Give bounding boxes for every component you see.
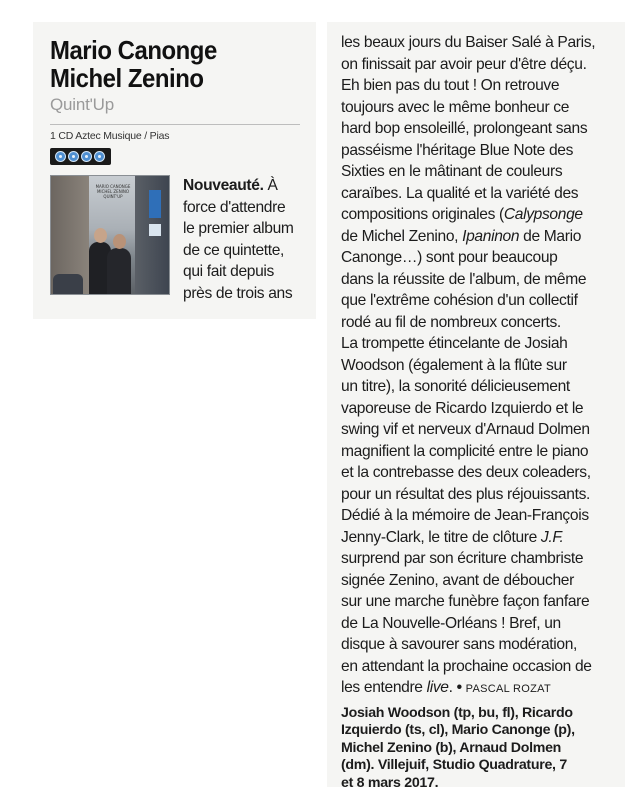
rating-dot-icon [94, 151, 105, 162]
bullet-icon: • [457, 679, 462, 696]
album-title: Quint'Up [50, 94, 304, 116]
credits-line: (dm). Villejuif, Studio Quadrature, 7 [341, 757, 617, 775]
body-line: Woodson (également à la flûte sur [341, 355, 617, 377]
credits-line: et 8 mars 2017. [341, 775, 617, 792]
body-line: Dédié à la mémoire de Jean-François [341, 505, 617, 527]
body-line: surprend par son écriture chambriste [341, 548, 617, 570]
lead-line: À [264, 177, 278, 194]
body-line: Canonge…) sont pour beaucoup [341, 247, 617, 269]
artist-name-2: Michel Zenino [50, 64, 284, 92]
credits-line: Michel Zenino (b), Arnaud Dolmen [341, 740, 617, 758]
body-line: pour un résultat des plus réjouissants. [341, 484, 617, 506]
cover-text: MARIO CANONGE MICHEL ZENINO QUINT'UP [95, 184, 131, 199]
credits-block [341, 705, 617, 792]
body-line: passéisme l'héritage Blue Note des [341, 140, 617, 162]
body-line: on finissait par avoir peur d'être déçu. [341, 54, 617, 76]
rating-dot-icon [55, 151, 66, 162]
body-line: dans la réussite de l'album, de même [341, 269, 617, 291]
kicker: Nouveauté. [183, 177, 264, 194]
lead-line: qui fait depuis [183, 261, 323, 283]
lead-line: près de trois ans [183, 283, 323, 305]
album-cover-image [50, 175, 170, 295]
body-line: un titre), la sonorité délicieusement [341, 376, 617, 398]
body-line: les beaux jours du Baiser Salé à Paris, [341, 32, 617, 54]
review-body-text [341, 32, 617, 701]
lead-line: le premier album [183, 218, 323, 240]
lead-line: force d'attendre [183, 197, 323, 219]
body-line: de Michel Zenino, Ipaninon de Mario [341, 226, 617, 248]
body-line: signée Zenino, avant de déboucher [341, 570, 617, 592]
body-line: caraïbes. La qualité et la variété des [341, 183, 617, 205]
header-divider [50, 124, 300, 125]
body-line: Eh bien pas du tout ! On retrouve [341, 75, 617, 97]
record-label: 1 CD Aztec Musique / Pias [50, 130, 304, 142]
artist-name-1: Mario Canonge [50, 36, 284, 64]
lead-section [50, 175, 304, 304]
author-signature: PASCAL ROZAT [466, 683, 551, 695]
body-line: de La Nouvelle-Orléans ! Bref, un [341, 613, 617, 635]
body-line: que l'extrême cohésion d'un collectif [341, 290, 617, 312]
body-line: les entendre live. • PASCAL ROZAT [341, 677, 617, 701]
body-line: Jenny-Clark, le titre de clôture J.F. [341, 527, 617, 549]
body-line: disque à savourer sans modération, [341, 634, 617, 656]
review-header-panel [33, 22, 316, 319]
body-line: et la contrebasse des deux coleaders, [341, 462, 617, 484]
body-line: hard bop ensoleillé, prolongeant sans [341, 118, 617, 140]
body-line: vaporeuse de Ricardo Izquierdo et le [341, 398, 617, 420]
body-line: La trompette étincelante de Josiah [341, 333, 617, 355]
credits-line: Izquierdo (ts, cl), Mario Canonge (p), [341, 722, 617, 740]
body-line: rodé au fil de nombreux concerts. [341, 312, 617, 334]
review-lead-text [183, 175, 323, 304]
body-line: compositions originales (Calypsonge [341, 204, 617, 226]
rating-dot-icon [81, 151, 92, 162]
body-line: en attendant la prochaine occasion de [341, 656, 617, 678]
body-line: swing vif et nerveux d'Arnaud Dolmen [341, 419, 617, 441]
rating-dot-icon [68, 151, 79, 162]
body-line: sur une marche funèbre façon fanfare [341, 591, 617, 613]
review-body-panel [327, 22, 625, 787]
credits-line: Josiah Woodson (tp, bu, fl), Ricardo [341, 705, 617, 723]
lead-line: de ce quintette, [183, 240, 323, 262]
body-line: magnifient la complicité entre le piano [341, 441, 617, 463]
body-line: toujours avec le même bonheur ce [341, 97, 617, 119]
rating-badge [50, 148, 111, 165]
body-line: Sixties en le mâtinant de couleurs [341, 161, 617, 183]
